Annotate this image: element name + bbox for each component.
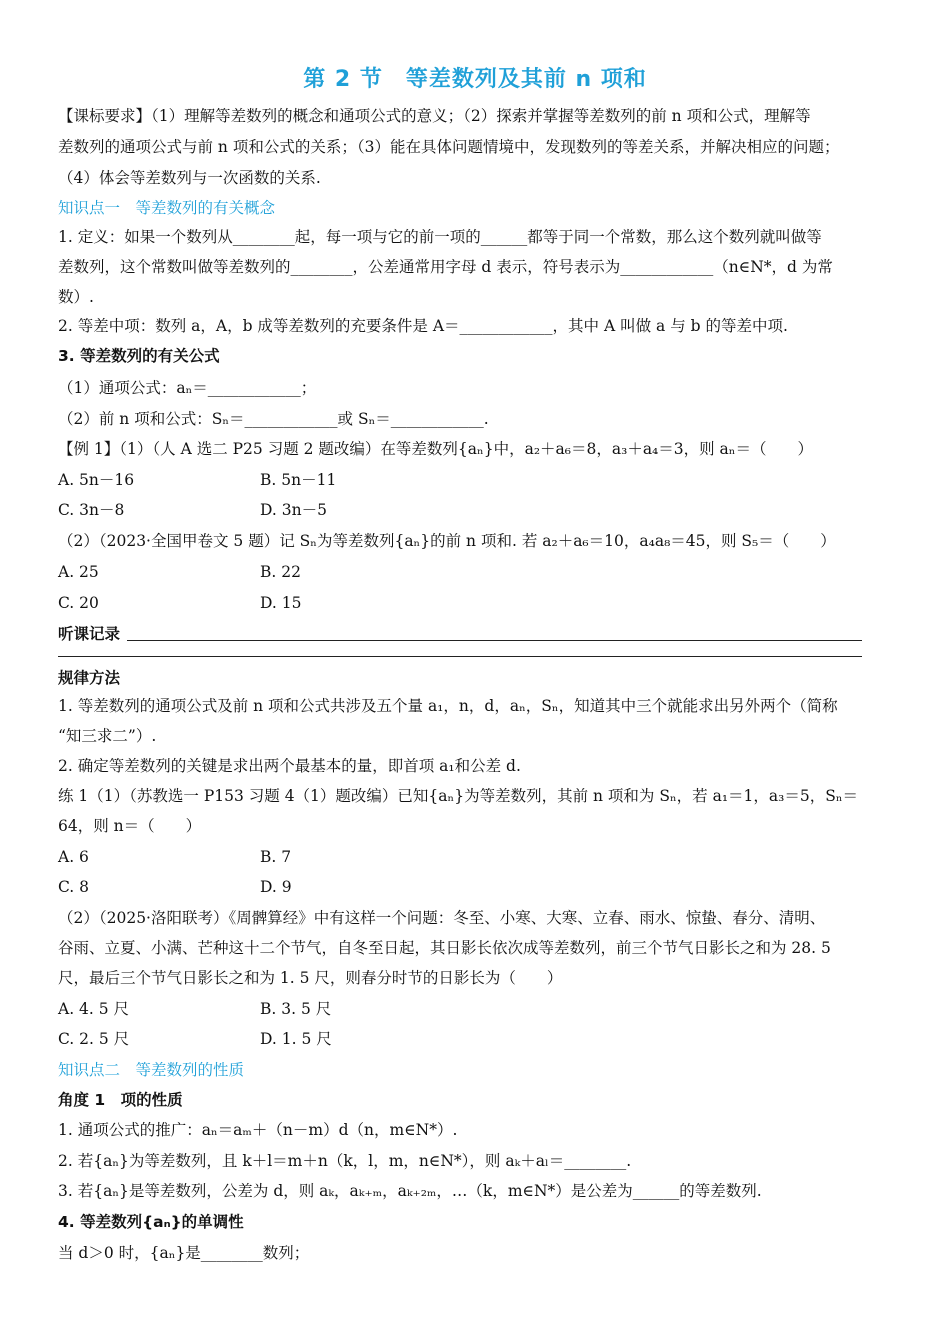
option-row xyxy=(58,561,890,583)
option-row xyxy=(58,876,890,898)
text-line: 谷雨、立夏、小满、芒种这十二个节气，自冬至日起，其日影长依次成等差数列，前三个节气日影长之和为 28. 5 xyxy=(58,939,831,957)
text-line: （1）通项公式：aₙ＝____________； xyxy=(58,379,317,397)
text-line: 3. 若{aₙ}是等差数列，公差为 d，则 aₖ，aₖ₊ₘ，aₖ₊₂ₘ，…（k，m∈N*）是公差为______的等差数列. xyxy=(58,1182,762,1200)
text-line: 2. 若{aₙ}为等差数列，且 k＋l＝m＋n（k，l，m，n∈N*），则 aₖ＋aₗ＝________. xyxy=(58,1152,632,1170)
text-line: 2. 确定等差数列的关键是求出两个最基本的量，即首项 a₁和公差 d. xyxy=(58,757,521,775)
option-row xyxy=(58,592,890,614)
option: B. 3. 5 尺 xyxy=(260,1000,332,1018)
notes-rule xyxy=(127,640,862,641)
notes-rule xyxy=(58,656,862,657)
option-row xyxy=(58,1028,890,1050)
option: C. 3n－8 xyxy=(58,501,125,519)
option: A. 5n－16 xyxy=(58,471,135,489)
text-line: 1. 通项公式的推广：aₙ＝aₘ＋（n－m）d（n，m∈N*）. xyxy=(58,1121,458,1139)
option: B. 22 xyxy=(260,563,301,581)
subheading: 3. 等差数列的有关公式 xyxy=(58,347,220,365)
text-line: 差数列的通项公式与前 n 项和公式的关系；（3）能在具体问题情境中，发现数列的等差关系，并解决相应的问题； xyxy=(58,138,840,156)
text-line: 当 d＞0 时，{aₙ}是________数列； xyxy=(58,1244,310,1262)
text-line: 差数列，这个常数叫做等差数列的________，公差通常用字母 d 表示，符号表示为____________（n∈N*，d 为常 xyxy=(58,258,833,276)
text-line: 1. 等差数列的通项公式及前 n 项和公式共涉及五个量 a₁，n，d，aₙ，Sₙ，知道其中三个就能求出另外两个（简称 xyxy=(58,697,838,715)
option: B. 5n－11 xyxy=(260,471,337,489)
section-heading: 知识点二 等差数列的性质 xyxy=(58,1061,245,1079)
option: B. 7 xyxy=(260,848,292,866)
option-row xyxy=(58,499,890,521)
text-line: 64，则 n＝（ ） xyxy=(58,817,202,835)
option-row xyxy=(58,846,890,868)
subheading: 4. 等差数列{aₙ}的单调性 xyxy=(58,1213,244,1231)
practice-line: （2）（2025·洛阳联考）《周髀算经》中有这样一个问题：冬至、小寒、大寒、立春、雨水、惊蛰、春分、清明、 xyxy=(58,909,826,927)
example-line: 【例 1】（1）（人 A 选二 P25 习题 2 题改编）在等差数列{aₙ}中，a₂＋a₆＝8，a₃＋a₄＝3，则 aₙ＝（ ） xyxy=(58,440,814,458)
option: C. 2. 5 尺 xyxy=(58,1030,130,1048)
notes-label: 听课记录 xyxy=(58,625,121,643)
text-line: （4）体会等差数列与一次函数的关系. xyxy=(58,169,321,187)
option: A. 25 xyxy=(58,563,99,581)
subheading: 角度 1 项的性质 xyxy=(58,1091,183,1109)
option: A. 6 xyxy=(58,848,89,866)
text-line: 尺，最后三个节气日影长之和为 1. 5 尺，则春分时节的日影长为（ ） xyxy=(58,969,563,987)
option: C. 20 xyxy=(58,594,99,612)
option: A. 4. 5 尺 xyxy=(58,1000,130,1018)
option-row xyxy=(58,469,890,491)
text-line: （2）前 n 项和公式：Sₙ＝____________或 Sₙ＝____________. xyxy=(58,410,489,428)
option-row xyxy=(58,998,890,1020)
page-title: 第 2 节 等差数列及其前 n 项和 xyxy=(303,67,647,92)
option: D. 1. 5 尺 xyxy=(260,1030,332,1048)
option: D. 3n－5 xyxy=(260,501,327,519)
subheading: 规律方法 xyxy=(58,669,121,687)
section-heading: 知识点一 等差数列的有关概念 xyxy=(58,199,276,217)
text-line: 1. 定义：如果一个数列从________起，每一项与它的前一项的______都等于同一个常数，那么这个数列就叫做等 xyxy=(58,228,822,246)
option: D. 9 xyxy=(260,878,292,896)
text-line: “知三求二”）. xyxy=(58,727,157,745)
option: D. 15 xyxy=(260,594,302,612)
practice-line: 练 1（1）（苏教选一 P153 习题 4（1）题改编）已知{aₙ}为等差数列，其前 n 项和为 Sₙ，若 a₁＝1，a₃＝5，Sₙ＝ xyxy=(58,787,859,805)
example-line: （2）（2023·全国甲卷文 5 题）记 Sₙ为等差数列{aₙ}的前 n 项和. 若 a₂＋a₆＝10，a₄a₈＝45，则 S₅＝（ ） xyxy=(58,532,836,550)
text-line: 【课标要求】（1）理解等差数列的概念和通项公式的意义；（2）探索并掌握等差数列的前 n 项和公式，理解等 xyxy=(58,107,811,125)
text-line: 2. 等差中项：数列 a，A，b 成等差数列的充要条件是 A＝____________，其中 A 叫做 a 与 b 的等差中项. xyxy=(58,317,788,335)
option: C. 8 xyxy=(58,878,90,896)
text-line: 数）. xyxy=(58,288,94,306)
